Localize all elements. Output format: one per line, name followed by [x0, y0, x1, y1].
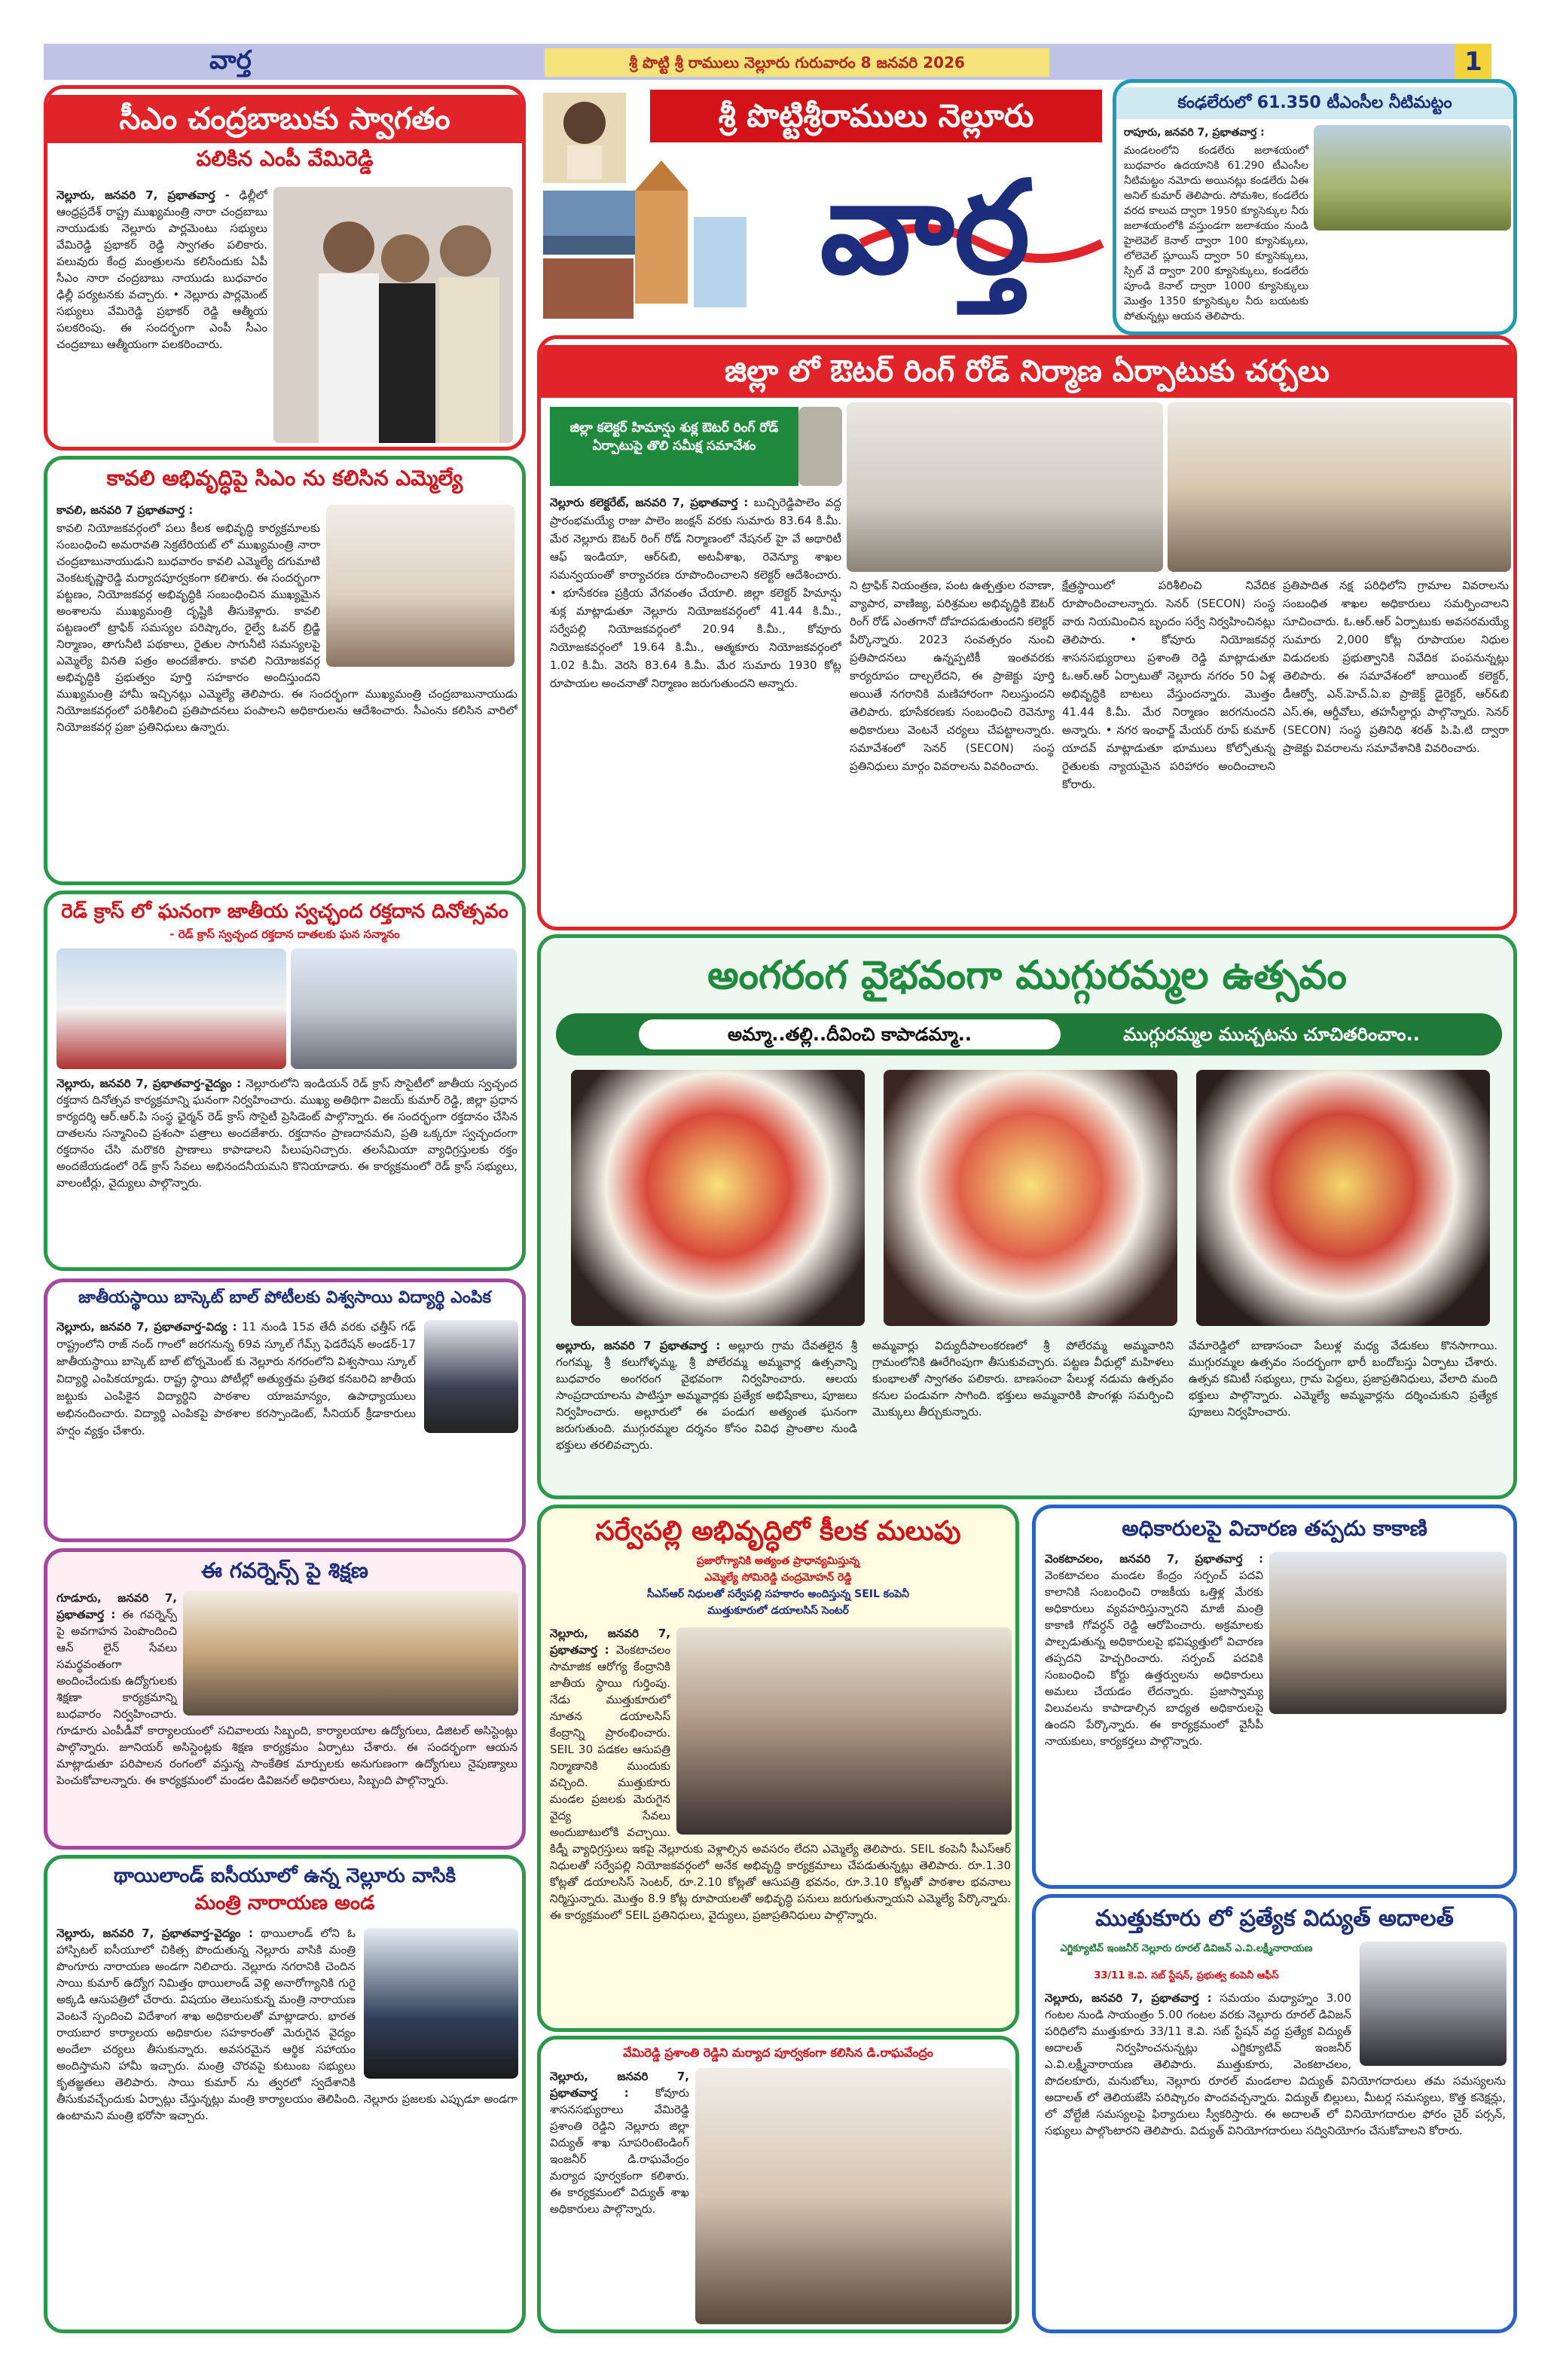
article-dateline: నెల్లూరు, జనవరి 7, ప్రభాతవార్త :	[550, 2070, 689, 2100]
article-dateline: నెల్లూరు, జనవరి 7, ప్రభాతవార్త :	[550, 1627, 670, 1657]
article-dateline: నెల్లూరు, జనవరి 7, ప్రభాతవార్త-వైద్యం :	[56, 1077, 242, 1090]
article-dateline: గూడూరు, జనవరి 7, ప్రభాతవార్త :	[56, 1591, 177, 1621]
article-dateline: నెల్లూరు, జనవరి 7, ప్రభాతవార్త -	[56, 188, 230, 202]
photo-spacer	[416, 1318, 517, 1431]
masthead	[537, 85, 1110, 334]
article-text: ఈ గవర్నెన్స్ పై అవగాహన పెంపొందించి ఆన్ లైన్ సేవలు సమర్థవంతంగా అందించేందుకు ఉద్యోగులకు శిక్షణా కార్యక్రమాన్ని బుధవారం నిర్వహించారు. గూడూరు ఎంపీడీవో కార్యాలయంలో సచివాలయ సిబ్బంది, కార్యాలయాల ఉద్యోగులు, డిజిటల్ అసిస్టెంట్లు పాల్గొన్నారు. జూనియర్ అసిస్టెంట్లకు శిక్షణ కార్యక్రమం ఏర్పాటు చేశారు. ఈ సందర్భంగా ఆయన మాట్లాడుతూ పరిపాలన రంగంలో వస్తున్న సాంకేతిక మార్పులకు అనుగుణంగా ఉద్యోగులు నైపుణ్యాలు పెంచుకోవాలన్నారు. ఈ కార్యక్రమంలో మండల డివిజనల్ అధికారులు, సిబ్బంది పాల్గొన్నారు.	[56, 1608, 517, 1787]
article-power-adalat	[1032, 1894, 1517, 2333]
article-text-1: వెంకటాచలం సామాజిక ఆరోగ్య కేంద్రానికి జాతీయ స్థాయి గుర్తింపు. నేడు ముత్తుకూరులో నూతన డయాలసిస్ కేంద్రాన్ని ప్రారంభించారు. SEIL 30 పడకల ఆసుపత్రి నిర్మాణానికి ముందుకు వచ్చింది. ముత్తుకూరు మండల ప్రజలకు మెరుగైన వైద్య సేవలు అందుబాటులోకి వచ్చాయి. కిడ్నీ వ్యాధిగ్రస్తులు ఇకపై నెల్లూరుకు వెళ్లాల్సిన అవసరం లేదని ఎమ్మెల్యే తెలిపారు.	[550, 1643, 906, 1856]
article-text: కోవూరు శాసనసభ్యురాలు వేమిరెడ్డి ప్రశాంతి రెడ్డిని నెల్లూరు జిల్లా విద్యుత్ శాఖ సూపరింటెండింగ్ ఇంజనీర్ డి.రాఘవేంద్రం మర్యాద పూర్వకంగా కలిశారు. ఈ కార్యక్రమంలో విద్యుత్ శాఖ అధికారులు పాల్గొన్నారు.	[550, 2086, 689, 2216]
headline: సీఎం చంద్రబాబుకు స్వాగతం	[47, 95, 522, 143]
article-col-3: వేమారెడ్డిలో బాణాసంచా పేలుళ్ల మధ్య వేడుకలు కొనసాగాయి. ముగ్గురమ్మల ఉత్సవం సందర్భంగా భారీ బందోబస్తు ఏర్పాటు చేశారు. ఉత్సవ కమిటీ సభ్యులు, గ్రామ పెద్దలు, ప్రజాప్రతినిధులు, వేలాది మంది భక్తులు పాల్గొన్నారు. ఎమ్మెల్యే అమ్మవార్లను దర్శించుకుని ప్రత్యేక పూజలు నిర్వహించారు.	[1189, 1339, 1497, 1419]
headline: అధికారులపై విచారణ తప్పదు కాకాణి	[1122, 1516, 1427, 1541]
subheadline: - రెడ్ క్రాస్ స్వచ్ఛంద రక్తదాన దాతలకు ఘన సన్మానం	[169, 927, 400, 941]
article-text: 11 నుండి 15వ తేదీ వరకు ఛత్తీస్ గఢ్ రాష్ట్రంలోని రాజ్ నంద్ గాంలో జరగనున్న 69వ స్కూల్ గేమ్స్ ఫెడరేషన్ అండర్-17 జాతీయస్థాయి బాస్కెట్ బాల్ టోర్నమెంట్ కు నెల్లూరు నగరంలోని విశ్వసాయి స్కూల్ విద్యార్థి ఎంపికయ్యాడు. రాష్ట్ర స్థాయి పోటీల్లో అత్యుత్తమ ప్రతిభ కనబరిచి జాతీయ జట్టుకు ఎంపికైన విద్యార్థిని పాఠశాల యాజమాన్యం, ఉపాధ్యాయులు అభినందించారు. విద్యార్థి ఎంపికపై పాఠశాల కరస్పాండెంట్, సీనియర్ క్రీడాకారులు హర్షం వ్యక్తం చేశారు.	[56, 1320, 416, 1437]
article-basketball	[44, 1279, 526, 1542]
article-kandaleru	[1113, 79, 1517, 335]
article-body	[56, 1925, 517, 2328]
article-dateline: నెల్లూరు, జనవరి 7, ప్రభాతవార్త-విద్య :	[56, 1320, 237, 1334]
headline: అంగరంగ వైభవంగా ముగ్గురమ్మల ఉత్సవం	[707, 953, 1347, 998]
subhead-3: సీఎస్ఆర్ నిధులతో సర్వేపల్లి సహకారం అందిస్తున్న SEIL కంపెనీ	[647, 1588, 909, 1600]
subhead-2: 33/11 కె.వి. సబ్ స్టేషన్, ప్రభుత్వ కంపెనీ ఆఫీస్	[1094, 1970, 1279, 1981]
article-body	[56, 1318, 517, 1537]
article-text: సమయం మధ్యాహ్నం 3.00 గంటల నుండి సాయంత్రం 5.00 గంటల వరకు నెల్లూరు రూరల్ డివిజన్ పరిధిలోని ముత్తుకూరు 33/11 కె.వి. సబ్ స్టేషన్ వద్ద ప్రత్యేక విద్యుత్ అదాలత్ నిర్వహించనున్నట్లు ఎగ్జిక్యూటివ్ ఇంజనీర్ ఎ.వి.లక్ష్మీనారాయణ తెలిపారు. ముత్తుకూరు, వెంకటాచలం, పొదలకూరు, మనుబోలు, నెల్లూరు రూరల్ మండలాల విద్యుత్ వినియోగదారులు తమ సమస్యలను అదాలత్ లో తెలియజేసి పరిష్కారం పొందవచ్చన్నారు. విద్యుత్ బిల్లులు, మీటర్ల సమస్యలు, కొత్త కనెక్షన్లు, లో వోల్టేజీ సమస్యలపై ఫిర్యాదులు స్వీకరిస్తారు. ఈ అదాలత్ లో వినియోగదారుల ఫోరం చైర్ పర్సన్, సభ్యులు పాల్గొంటారని తెలిపారు. విద్యుత్ వినియోగదారులు సద్వినియోగం చేసుకోవాలని కోరారు.	[1045, 1991, 1506, 2137]
headline: కావలి అభివృద్ధిపై సిఎం ను కలిసిన ఎమ్మెల్యే	[106, 466, 463, 490]
photo-spacer	[177, 1590, 517, 1719]
header-strip	[44, 44, 1491, 80]
article-body	[56, 520, 517, 878]
headline: థాయిలాండ్ ఐసీయూలో ఉన్న నెల్లూరు వాసికి	[113, 1865, 456, 1887]
article-body	[1045, 1551, 1506, 1882]
photo-spacer	[320, 520, 517, 671]
article-col-4: ప్రతిపాదిత నక్ష పరిధిలోని గ్రామాల వివరాలను సంబంధిత శాఖల అధికారులు సమర్పించాలని సూచించారు. ఓ.ఆర్.ఆర్ ఏర్పాటుకు అవసరమయ్యే సుమారు 2,000 కోట్ల రూపాయల నిధుల విడుదలకు ప్రభుత్వానికి నివేదిక పంపనున్నట్లు తెలిపారు. ఈ సమావేశంలో జాయింట్ కలెక్టర్, డీఆర్వో, ఎన్.హెచ్.ఏ.ఐ ప్రాజెక్ట్ డైరెక్టర్, ఆర్&బి ఎస్.ఈ, ఆర్డీవోలు, తహసీల్దార్లు పాల్గొన్నారు. సెనర్ (SECON) సంస్థ ప్రతినిధి శరత్ పి.పి.టి ద్వారా ప్రాజెక్టు వివరాలను సమావేశానికి వివరించారు.	[1283, 579, 1509, 755]
headline: వేమిరెడ్డి ప్రశాంతి రెడ్డిని మర్యాద పూర్వకంగా కలిసిన డి.రాఘవేంద్రం	[623, 2045, 933, 2060]
photo-meeting-table	[1168, 402, 1511, 572]
article-col-1	[556, 1337, 857, 1492]
paper-logo: వార్త	[820, 154, 1030, 303]
photo-cm-mp	[273, 187, 513, 443]
article-outer-ring-road	[537, 335, 1517, 930]
article-text: థాయిలాండ్ లోని ఓ హాస్పిటల్ ఐసీయూలో చికిత్స పొందుతున్న నెల్లూరు వాసికి మంత్రి పొంగూరు నారాయణ అండగా నిలిచారు. నెల్లూరు నగరానికి చెందిన సాయి కుమార్ ఉద్యోగ నిమిత్తం థాయిలాండ్ వెళ్లి అనారోగ్యానికి గురై అక్కడి ఆసుపత్రిలో చేరారు. విషయం తెలుసుకున్న మంత్రి నారాయణ వెంటనే స్పందించి విదేశాంగ శాఖ అధికారులతో మాట్లాడారు. భారత రాయబార కార్యాలయ అధికారుల సహకారంతో మెరుగైన వైద్యం అందేలా చర్యలు తీసుకున్నారు. అవసరమైన ఆర్థిక సహాయం అందిస్తామని హామీ ఇచ్చారు. మంత్రి చొరవపై కుటుంబ సభ్యులు కృతజ్ఞతలు తెలిపారు. సాయి కుమార్ ను త్వరలో స్వదేశానికి తీసుకువచ్చేందుకు ఏర్పాట్లు చేస్తున్నట్లు మంత్రి కార్యాలయం తెలిపింది. నెల్లూరు ప్రజలకు ఎప్పుడూ అండగా ఉంటామని మంత్రి భరోసా ఇచ్చారు.	[56, 1926, 517, 2122]
article-col-2: అమ్మవార్లు విద్యుదీపాలంకరణలో శ్రీ పోలేరమ్మ అమ్మవారిని గ్రామంలోనికి ఊరేగింపుగా తీసుకువచ్చారు. పట్టణ వీధుల్లో మహిళలు కుంభాలతో స్వాగతం పలికారు. బాణసంచా పేలుళ్ల నడుమ ఉత్సవం కనుల పండువగా సాగింది. భక్తులు అమ్మవారికి పొంగళ్లు సమర్పించి మొక్కులు తీర్చుకున్నారు.	[872, 1339, 1174, 1419]
article-text-2: SEIL కంపెనీ సీఎస్ఆర్ నిధులతో సర్వేపల్లి నియోజకవర్గంలో అనేక అభివృద్ధి కార్యక్రమాలు చేపడుతున్నట్లు తెలిపారు. రూ.1.30 కోట్లతో డయాలసిస్ సెంటర్, రూ.2.10 కోట్లతో ఆసుపత్రి భవనం, రూ.3.10 కోట్లతో పాఠశాల భవనాలు నిర్మిస్తున్నారు. మొత్తం 8.9 కోట్ల రూపాయలతో అభివృద్ధి పనులు జరుగుతున్నాయని ఎమ్మెల్యే పేర్కొన్నారు. ఈ కార్యక్రమంలో SEIL ప్రతినిధులు, వైద్యులు, ప్రజాప్రతినిధులు పాల్గొన్నారు.	[550, 1842, 1011, 1922]
article-cm-welcome	[44, 85, 526, 451]
headline: జాతీయస్థాయి బాస్కెట్ బాల్ పోటీలకు విశ్వసాయి విద్యార్థి ఎంపిక	[78, 1288, 492, 1307]
article-col-1	[550, 493, 841, 923]
photo-goddess-2	[884, 1070, 1177, 1326]
article-kavali-mla	[44, 456, 526, 885]
headline: ఈ గవర్నెన్స్ పై శిక్షణ	[201, 1558, 368, 1583]
subheadline: పలికిన ఎంపీ వేమిరెడ్డి	[196, 146, 374, 171]
article-text: వెంకటాచలం మండల కేంద్రం సర్పంచ్ పదవి కాలానికి సంబంధించి రాజకీయ ఒత్తిళ్ల మేరకు అధికారులు వ్యవహరిస్తున్నారని మాజీ మంత్రి కాకాణి గోవర్ధన్ రెడ్డి ఆరోపించారు. అక్రమాలకు పాల్పడుతున్న అధికారులపై భవిష్యత్తులో విచారణ తప్పదని హెచ్చరించారు. సర్పంచ్ పదవికి సంబంధించి కోర్టు ఉత్తర్వులను అధికారులు అమలు చేయడం లేదన్నారు. ప్రజాస్వామ్య విలువలను కాపాడాల్సిన బాధ్యత అధికారులపై ఉందని పేర్కొన్నారు. ఈ కార్యక్రమంలో వైసీపీ నాయకులు, కార్యకర్తలు పాల్గొన్నారు.	[1045, 1569, 1263, 1748]
banner	[556, 1013, 1502, 1056]
photo-goddess-1	[571, 1070, 865, 1326]
article-text: కావలి నియోజకవర్గంలో పలు కీలక అభివృద్ధి కార్యక్రమాలకు సంబంధించి అమరావతి సెక్రటేరియట్ లో ముఖ్యమంత్రి నారా చంద్రబాబునాయుడుని బుధవారం కావలి ఎమ్మెల్యే దగుమాటి వెంకటకృష్ణారెడ్డి మర్యాదపూర్వకంగా కలిశారు. ఈ సందర్భంగా పట్టణం, నియోజకవర్గ అభివృద్ధికి సంబంధించిన ముఖ్యమైన అంశాలను ముఖ్యమంత్రి దృష్టికి తీసుకెళ్లారు. కావలి పట్టణంలో ట్రాఫిక్ సమస్యల పరిష్కారం, రైల్వే ఓవర్ బ్రిడ్జి నిర్మాణం, తాగునీటి పథకాలు, రైతుల సాగునీటి సమస్యలపై ఎమ్మెల్యే వినతి పత్రం అందజేశారు. కావలి నియోజకవర్గ అభివృద్ధికి ప్రభుత్వం పూర్తి సహకారం అందిస్తుందని ముఖ్యమంత్రి హామీ ఇచ్చినట్లు ఎమ్మెల్యే తెలిపారు. ఈ సందర్భంగా ముఖ్యమంత్రి చంద్రబాబునాయుడు నియోజకవర్గంలో పరిశీలించి ప్రతిపాదనలు పంపాలని అధికారులను ఆదేశించారు. సీఎంను కలిసిన వారిలో నియోజకవర్గ ప్రజా ప్రతినిధులు ఉన్నారు.	[56, 521, 517, 734]
article-dateline: నెల్లూరు, జనవరి 7, ప్రభాతవార్త :	[1045, 1991, 1212, 2005]
article-dateline: వెంకటాచలం, జనవరి 7, ప్రభాతవార్త :	[1045, 1552, 1263, 1566]
photo-reservoir	[1314, 125, 1511, 231]
article-e-governance	[44, 1548, 526, 1850]
headline: కంఢలేరులో 61.350 టీఎంసీల నీటిమట్టం	[1116, 87, 1513, 119]
article-text: బుచ్చిరెడ్డిపాలెం వద్ద ప్రారంభమయ్యే రాజు పాలెం జంక్షన్ వరకు సుమారు 83.64 కి.మీ. మేర నెల్లూరు ఔటర్ రింగ్ రోడ్ నిర్మాణంలో నేషనల్ హై వే అథారిటీ ఆఫ్ ఇండియా, ఆర్&బి, అటవీశాఖ, రెవెన్యూ శాఖల సమన్వయంతో కార్యాచరణ రూపొందించాలని కలెక్టర్ ఆదేశించారు. • భూసేకరణ ప్రక్రియ వేగవంతం చేయాలి. జిల్లా కలెక్టర్ హిమాన్షు శుక్ల మాట్లాడుతూ నెల్లూరు నియోజకవర్గంలో 41.44 కి.మీ., సర్వేపల్లి నియోజకవర్గంలో 20.94 కి.మీ., కోవూరు నియోజకవర్గంలో 19.64 కి.మీ., ఆత్మకూరు నియోజకవర్గంలో 1.02 కి.మీ. వెరసి 83.64 కి.మీ. మేర సుమారు 1930 కోట్ల రూపాయల అంచనాతో నిర్మాణం జరుగుతుందని అన్నారు.	[550, 496, 841, 690]
article-text: ఢిల్లీలో ఆంధ్రప్రదేశ్ రాష్ట్ర ముఖ్యమంత్రి నారా చంద్రబాబు నాయుడుకు నెల్లూరు పార్లమెంటు సభ్యులు వేమిరెడ్డి ప్రభాకర్ రెడ్డి స్వాగతం పలికారు. పలువురు కేంద్ర మంత్రులను కలిసేందుకు ఏపీ సీఎం నారా చంద్రబాబు నాయుడు బుధవారం ఢిల్లీ పర్యటనకు వచ్చారు. • నెల్లూరు పార్లమెంట్ సభ్యులు వేమిరెడ్డి ప్రభాకర్ రెడ్డి ఆత్మీయ పలకరింపు. ఈ సందర్భంగా ఎంపీ సీఎం చంద్రబాబు ఆత్మీయంగా పలకరించారు.	[56, 188, 267, 351]
photo-donation	[291, 949, 517, 1069]
headline: సర్వేపల్లి అభివృద్ధిలో కీలక మలుపు	[595, 1516, 961, 1547]
article-red-cross	[44, 891, 526, 1271]
paper-title: శ్రీ పొట్టిశ్రీరాములు నెల్లూరు	[650, 90, 1102, 142]
article-dateline: రాపూరు, జనవరి 7, ప్రభాతవార్త :	[1124, 127, 1265, 139]
photo-rally	[56, 949, 286, 1069]
photo-goddess-3	[1196, 1070, 1490, 1326]
subhead-2: ఎమ్మెల్యే సోమిరెడ్డి చంద్రమోహన్ రెడ్డి	[704, 1572, 852, 1584]
photo-collector	[798, 407, 842, 486]
article-col-3: క్షేత్రస్థాయిలో పరిశీలించి నివేదిక రూపొందించాలన్నారు. సెనర్ (SECON) సంస్థ వారు నియమించిన బృందం సర్వే నిర్వహించినట్లు తెలిపారు. • కోవూరు నియోజకవర్గ శాసనసభ్యురాలు ప్రశాంతి రెడ్డి మాట్లాడుతూ ఓ.ఆర్.ఆర్ ఏర్పాటుతో నెల్లూరు నగరం 50 ఏళ్ల అభివృద్ధికి బాటలు వేస్తుందన్నారు. మొత్తం 41.44 కి.మీ. మేర నిర్మాణం జరగనుందని అన్నారు. • నగర ఇంఛార్జ్ మేయర్ రూప్ కుమార్ యాదవ్ మాట్లాడుతూ భూములు కోల్పోతున్న రైతులకు న్యాయమైన పరిహారం అందించాలని కోరారు.	[1062, 579, 1275, 791]
article-vemireddy-meet	[537, 2036, 1019, 2333]
photo-meet	[695, 2068, 1012, 2324]
article-body	[56, 1075, 517, 1267]
photo-caption-box: జిల్లా కలెక్టర్ హిమాన్షు శుక్ల ఔటర్ రింగ్ రోడ్ ఏర్పాటుపై తొలి సమీక్ష సమావేశం	[550, 407, 798, 486]
subhead-1: ఎగ్జిక్యూటివ్ ఇంజనీర్ నెల్లూరు రూరల్ డివిజన్ ఎ.వి.లక్ష్మీనారాయణ	[1060, 1943, 1313, 1954]
article-sarvepalli	[537, 1505, 1019, 2032]
article-text: అల్లూరు గ్రామ దేవతలైన శ్రీ గంగమ్మ, శ్రీ కలుగోళ్ళమ్మ, శ్రీ పోలేరమ్మ అమ్మవార్ల ఉత్సవాన్ని బుధవారం అంగరంగ వైభవంగా నిర్వహించారు. ఆలయ సాంప్రదాయాలను పాటిస్తూ అమ్మవార్లకు ప్రత్యేక అభిషేకాలు, పూజలు నిర్వహించారు. అల్లూరులో ఈ పండుగ అత్యంత ఘనంగా జరుగుతుంది. ముగ్గురమ్మల దర్శనం కోసం వివిధ ప్రాంతాల నుండి భక్తులు తరలివచ్చారు.	[556, 1339, 857, 1452]
subhead-4: ముత్తుకూరులో డయాలసిస్ సెంటర్	[707, 1605, 849, 1617]
people-illustration	[273, 187, 513, 443]
photo-meeting-room	[847, 402, 1163, 572]
photo-spacer	[670, 1625, 1011, 1840]
subhead-1: ప్రజారోగ్యానికి అత్యంత ప్రాధాన్యమిస్తున్న	[696, 1555, 860, 1567]
article-dateline: అల్లూరు, జనవరి 7 ప్రభాతవార్త :	[556, 1339, 721, 1352]
article-body	[1045, 1990, 1506, 2325]
dateline-banner: శ్రీ పొట్టి శ్రీ రాములు నెల్లూరు గురువారం 8 జనవరి 2026	[545, 48, 1049, 77]
headline: రెడ్ క్రాస్ లో ఘనంగా జాతీయ స్వచ్ఛంద రక్తదాన దినోత్సవం	[61, 900, 508, 923]
article-thailand-icu	[44, 1855, 526, 2333]
headline: ముత్తుకూరు లో ప్రత్యేక విద్యుత్ అదాలత్	[1095, 1905, 1454, 1932]
article-text-wrap	[1124, 143, 1308, 328]
article-kakani	[1032, 1505, 1517, 1889]
article-text: మండలంలోని కండలేరు జలాశయంలో బుధవారం ఉదయానికి 61.290 టీఎంసీల నీటిమట్టం నమోదు అయినట్లు కండలేరు ఏఈ అనిల్ కుమార్ తెలిపారు. సోమశిల, కండలేరు వరద కాలువ ద్వారా 1950 క్యూసెక్కుల నీరు జలాశయంలోకి వస్తుండగా జలాశయం నుండి హైలెవెల్ కెనాల్ ద్వారా 100 క్యూసెక్కులు, లోలెవెల్ స్లూయిస్ ద్వారా 50 క్యూసెక్కులు, స్పిల్ వే ద్వారా 200 క్యూసెక్కులు, కండలేరు పూండి కెనాల్ ద్వారా 1000 క్యూసెక్కులు మొత్తం 1350 క్యూసెక్కుల నీరు బయటకు పోతున్నట్లు ఆయన తెలిపారు.	[1124, 145, 1308, 322]
headline: జిల్లా లో ఔటర్ రింగ్ రోడ్ నిర్మాణ ఏర్పాటుకు చర్చలు	[541, 345, 1513, 398]
banner-right: ముగ్గురమ్మల ముచ్చటను చూచితరించాం..	[1123, 1024, 1420, 1045]
photo-spacer	[356, 1925, 517, 2079]
article-dateline: నెల్లూరు కలెక్టరేట్, జనవరి 7, ప్రభాతవార్త :	[550, 496, 749, 509]
article-text: నెల్లూరులోని ఇండియన్ రెడ్ క్రాస్ సొసైటీలో జాతీయ స్వచ్ఛంద రక్తదాన దినోత్సవ కార్యక్రమాన్ని ఘనంగా నిర్వహించారు. ముఖ్య అతిథిగా విజయ్ కుమార్ రెడ్డి, జిల్లా ప్రధాన కార్యదర్శి ఆర్.ఆర్.పి సంస్థ ఛైర్మన్ రెడ్ క్రాస్ సొసైటీ ప్రెసిడెంట్ పాల్గొన్నారు. ఈ సందర్భంగా రక్తదానం చేసిన దాతలను సన్మానించి ప్రశంసా పత్రాలు అందజేశారు. రక్తదానం ప్రాణదానమని, ప్రతి ఒక్కరూ స్వచ్ఛందంగా రక్తదానం చేసి మరొకరి ప్రాణాలు కాపాడాలని పిలుపునిచ్చారు. తలసేమియా వ్యాధిగ్రస్తులకు రక్తం అందజేయడంలో రెడ్ క్రాస్ సేవలు అభినందనీయమని కొనియాడారు. ఈ కార్యక్రమంలో రెడ్ క్రాస్ సభ్యులు, వాలంటీర్లు, వైద్యులు పాల్గొన్నారు.	[56, 1077, 517, 1190]
article-body	[56, 1590, 517, 1846]
mini-logo: వార్త	[209, 45, 252, 75]
photo-spacer	[1351, 1990, 1506, 2069]
article-col-2: ని ట్రాఫిక్ నియంత్రణ, పంట ఉత్పత్తుల రవాణా, వ్యాపార, వాణిజ్య, పరిశ్రమల అభివృద్ధికి ఔటర్ రింగ్ రోడ్ ఎంతగానో దోహదపడుతుందని కలెక్టర్ పేర్కొన్నారు. 2023 సంవత్సరం నుంచి ప్రతిపాదనలు ఉన్నప్పటికీ ఇంతవరకు కార్యరూపం దాల్చలేదని, ఈ ప్రాజెక్టు పూర్తి అయితే నగరానికి మణిహారంగా నిలుస్తుందని తెలిపారు. భూసేకరణకు సంబంధించి రెవెన్యూ అధికారులు వెంటనే చర్యలు చేపట్టాలన్నారు. సమావేశంలో సెనర్ (SECON) సంస్థ ప్రతినిధులు మార్గం వివరాలను వివరించారు.	[850, 579, 1055, 773]
photo-spacer	[1263, 1551, 1506, 1718]
subheadline: మంత్రి నారాయణ అండ	[194, 1892, 375, 1914]
page-number: 1	[1455, 44, 1491, 80]
article-body	[550, 1625, 1011, 2024]
banner-left: అమ్మా..తల్లి..దీవించి కాపాడమ్మా..	[639, 1019, 1061, 1049]
article-dateline: నెల్లూరు, జనవరి 7, ప్రభాతవార్త-వైద్యం :	[56, 1926, 253, 1940]
article-body	[56, 187, 267, 443]
article-muggurammala	[537, 934, 1517, 1499]
article-body	[550, 2068, 689, 2324]
article-dateline: కావలి, జనవరి 7 ప్రభాతవార్త :	[56, 503, 194, 517]
